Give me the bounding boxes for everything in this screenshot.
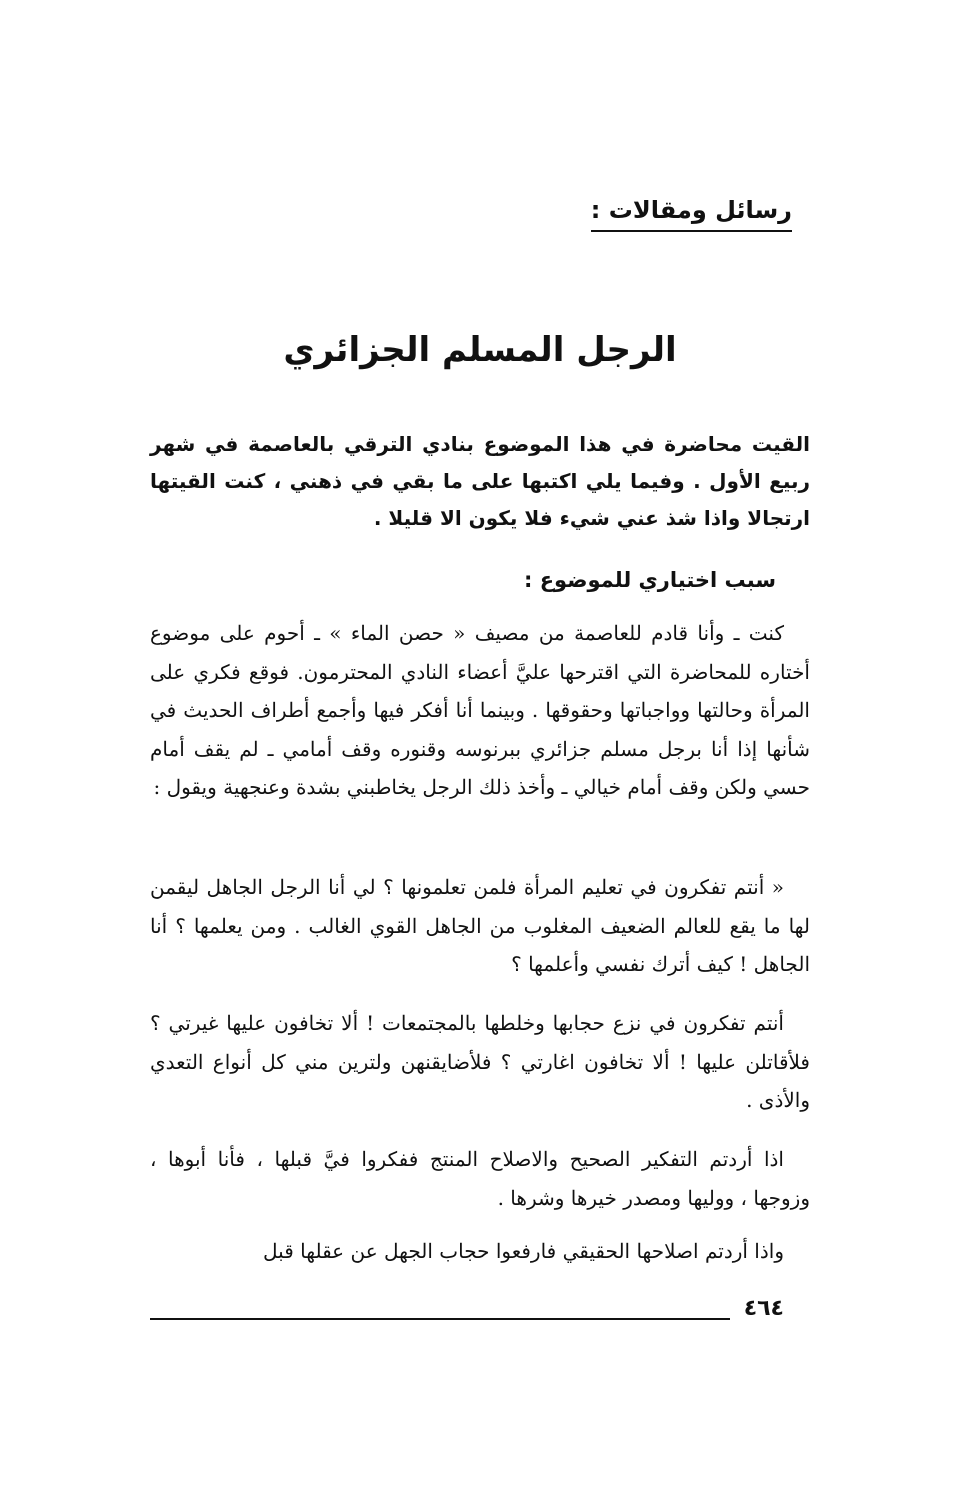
body-paragraph: [150, 614, 810, 807]
body-paragraph: [150, 1004, 810, 1120]
article-title: الرجل المسلم الجزائري: [283, 330, 677, 370]
intro-note: القيت محاضرة في هذا الموضوع بنادي الترقي بالعاصمة في شهر ربيع الأول . وفيما يلي اكتبها على ما بقي في ذهني ، كنت القيتها ارتجالا واذا شذ عني شيء فلا يكون الا قليلا .: [150, 432, 810, 530]
body-paragraph: [150, 1140, 810, 1217]
paragraph-text: « أنتم تفكرون في تعليم المرأة فلمن تعلمونها ؟ لي أنا الرجل الجاهل ليقمن لها ما يقع للعالم الضعيف المغلوب من الجاهل القوي الغالب . ومن يعلمها ؟ أنا الجاهل ! كيف أترك نفسي وأعلمها ؟: [150, 875, 810, 976]
body-paragraph: [150, 1232, 810, 1271]
paragraph-text: كنت ـ وأنا قادم للعاصمة من مصيف « حصن الماء » ـ أحوم على موضوع أختاره للمحاضرة التي اقترحها عليَّ أعضاء النادي المحترمون. فوقع فكري على المرأة وحالتها وواجباتها وحقوقها . وبينما أنا أفكر فيها وأجمع أطراف الحديث في شأنها إذا أنا برجل مسلم جزائري ببرنوسه وقنوره وقف أمامي ـ لم يقف أمام حسي ولكن وقف أمام خيالي ـ وأخذ ذلك الرجل يخاطبني بشدة وعنجهية ويقول :: [150, 621, 810, 799]
section-label: رسائل ومقالات :: [591, 196, 792, 232]
subheading: سبب اختياري للموضوع :: [524, 568, 776, 592]
page-number: ٤٦٤: [743, 1296, 784, 1321]
paragraph-text: اذا أردتم التفكير الصحيح والاصلاح المنتج ففكروا فيَّ قبلها ، فأنا أبوها ، وزوجها ، ووليها ومصدر خيرها وشرها .: [150, 1147, 810, 1210]
paragraph-text: أنتم تفكرون في نزع حجابها وخلطها بالمجتمعات ! ألا تخافون عليها غيرتي ؟ فلأقاتلن عليها ! ألا تخافون اغارتي ؟ فلأضايقنهن ولترين مني كل أنواع التعدي والأذى .: [150, 1011, 810, 1112]
body-paragraph: [150, 868, 810, 984]
paragraph-text: واذا أردتم اصلاحها الحقيقي فارفعوا حجاب الجهل عن عقلها قبل: [263, 1239, 784, 1263]
footer-rule: [150, 1318, 730, 1320]
